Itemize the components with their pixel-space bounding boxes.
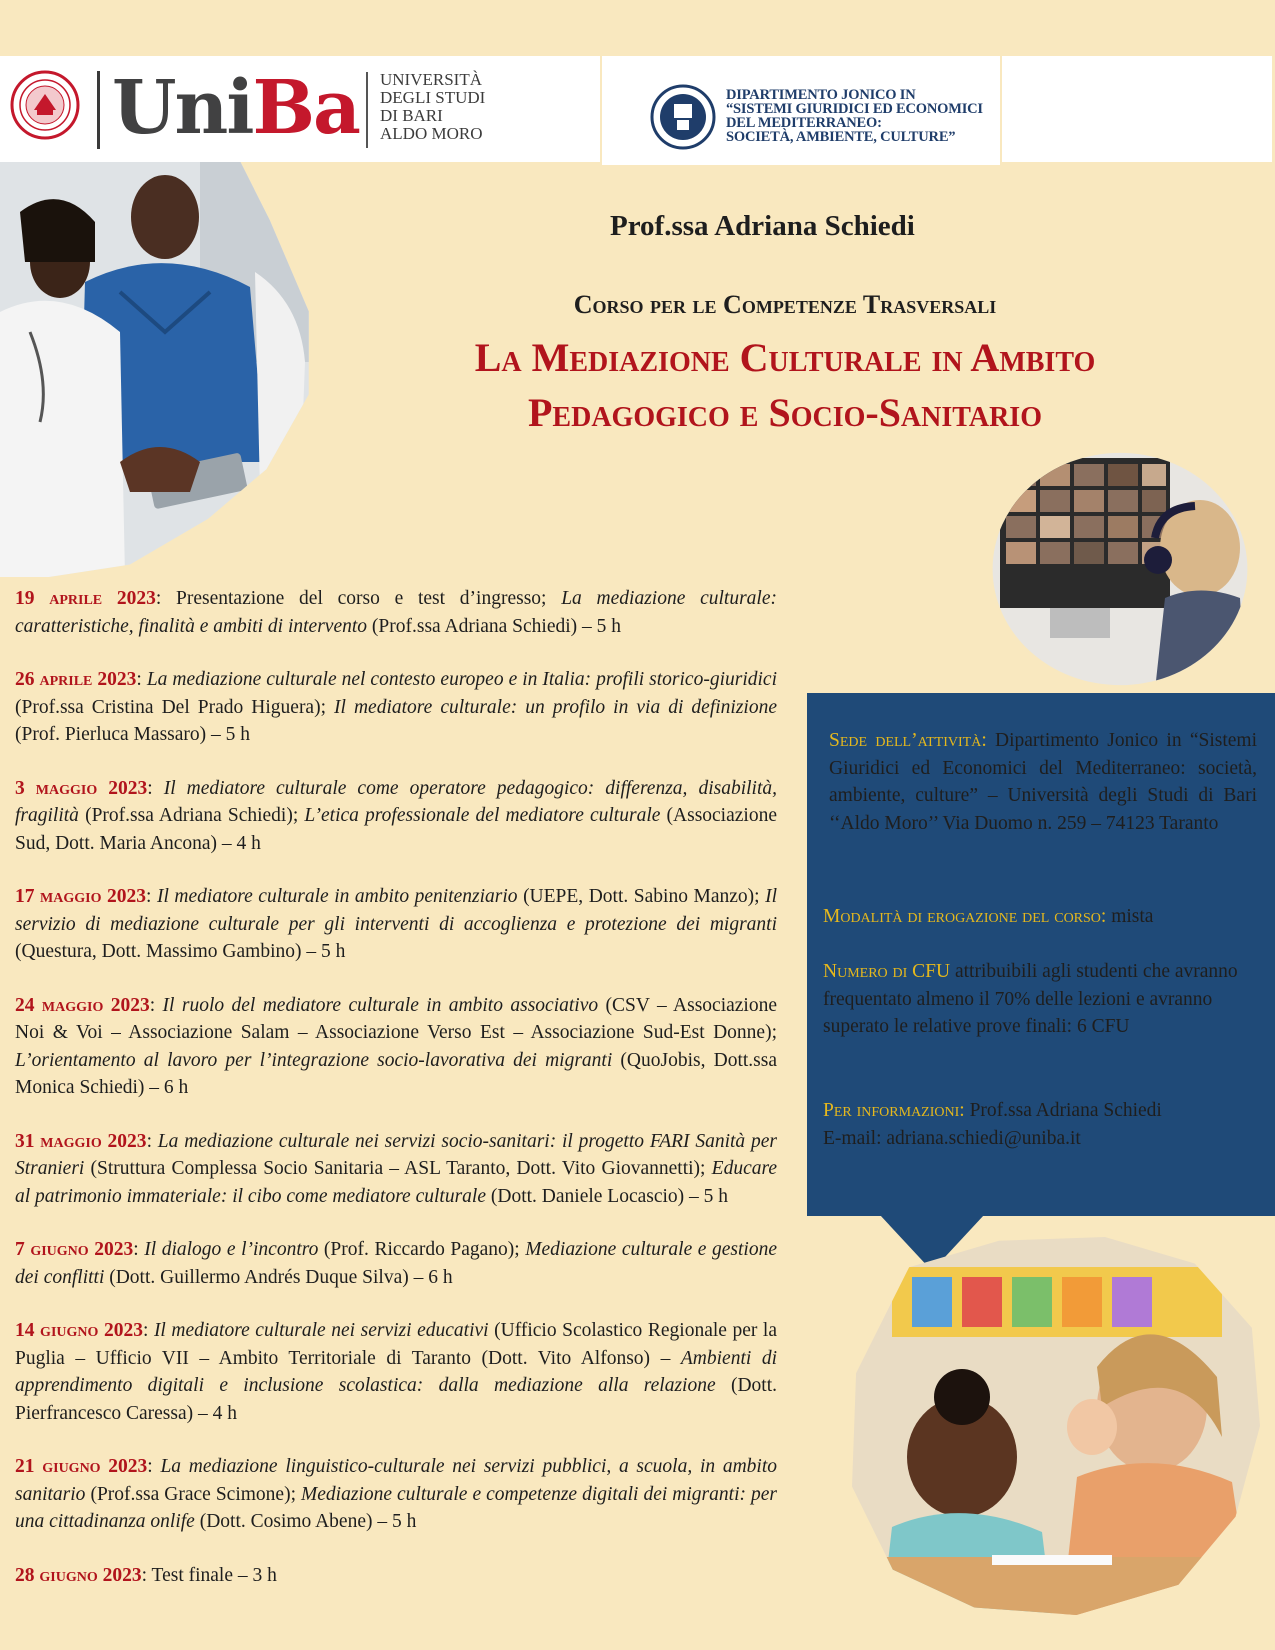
schedule-entry — [15, 1236, 777, 1291]
contact-name: Prof.ssa Adriana Schiedi — [964, 1100, 1162, 1121]
lesson-topic: Mediazione culturale e competenze digitali dei migranti: per una cittadinanza onlife — [15, 1483, 777, 1532]
lesson-topic: L’etica professionale del mediatore culturale — [304, 805, 661, 826]
lesson-details: : — [147, 777, 164, 799]
uniba-logo-panel — [0, 56, 600, 162]
medical-staff-photo — [0, 162, 325, 577]
lesson-topic: La mediazione culturale nei servizi socio-sanitari: il progetto FARI Sanità per Stranieri — [15, 1130, 777, 1179]
header-bar — [0, 56, 1275, 162]
department-name-line: “SISTEMI GIURIDICI ED ECONOMICI — [726, 101, 983, 117]
lesson-topic: L’orientamento al lavoro per l’integrazione socio-lavorativa dei migranti — [15, 1049, 613, 1071]
lesson-topic: La mediazione linguistico-culturale nei servizi pubblici, a scuola, in ambito sanitario — [15, 1456, 778, 1505]
cfu-label: Numero di CFU — [823, 961, 951, 982]
lesson-details: (Dott. Cosimo Abene) – 5 h — [194, 1511, 417, 1532]
schedule-date: 28 giugno 2023 — [15, 1564, 142, 1586]
lesson-details: (Prof.ssa Adriana Schiedi) – 5 h — [367, 615, 622, 637]
online-meeting-photo — [990, 448, 1250, 690]
professor-name: Prof.ssa Adriana Schiedi — [610, 210, 915, 242]
schedule-entry — [15, 585, 777, 640]
course-title-line: La Mediazione Culturale in Ambito — [474, 335, 1096, 380]
university-name-line: UNIVERSITÀ — [380, 70, 482, 89]
contact-label: Per informazioni: — [823, 1100, 965, 1121]
lesson-topic: Educare al patrimonio immateriale: il cibo come mediatore culturale — [15, 1158, 777, 1207]
schedule-entry — [15, 1317, 777, 1427]
uniba-wordmark-ba: Ba — [252, 65, 359, 151]
lesson-details: : — [147, 1456, 161, 1477]
lesson-details: : — [133, 1239, 145, 1260]
department-name-line: SOCIETÀ, AMBIENTE, CULTURE” — [726, 129, 956, 145]
course-title-line: Pedagogico e Socio-Sanitario — [527, 390, 1042, 435]
lesson-topic: La mediazione culturale nel contesto europeo e in Italia: profili storico-giuridici — [146, 669, 777, 690]
university-seal-icon — [10, 70, 80, 140]
department-name-line: DIPARTIMENTO JONICO IN — [726, 87, 916, 103]
schedule-date: 19 aprile 2023 — [15, 588, 156, 609]
uniba-wordmark — [112, 58, 359, 158]
schedule-entry — [15, 883, 777, 966]
cfu-info — [823, 958, 1263, 1041]
department-logo-panel — [602, 56, 1000, 165]
lesson-topic: Il mediatore culturale nei servizi educativi — [153, 1320, 489, 1341]
university-name-line: DI BARI — [380, 106, 443, 125]
lesson-topic: Il dialogo e l’incontro — [144, 1239, 319, 1260]
venue-text: Dipartimento Jonico in “Sistemi Giuridici ed Economici del Mediterraneo: società, ambiente, culture” – Università degli Studi di Bari ‘‘Aldo Moro’’ Via Duomo n. 259 – 74123 Taranto — [829, 730, 1258, 834]
lesson-topic: La mediazione culturale: caratteristiche, finalità e ambiti di intervento — [15, 588, 777, 637]
lesson-details: (Questura, Dott. Massimo Gambino) – 5 h — [15, 941, 346, 962]
department-name-line: DEL MEDITERRANEO: — [726, 115, 882, 131]
contact-info — [823, 1097, 1263, 1152]
lesson-details: (Prof.ssa Cristina Del Prado Higuera); — [15, 696, 335, 718]
schedule-date: 31 maggio 2023 — [15, 1130, 147, 1152]
schedule-date: 7 giugno 2023 — [15, 1239, 134, 1260]
university-name-line: ALDO MORO — [380, 124, 483, 143]
lesson-details: (Ufficio Scolastico Regionale per la Puglia – Ufficio VII – Ambito Territoriale di Taranto (Dott. Vito Alfonso) – — [15, 1320, 778, 1369]
department-seal-icon — [650, 84, 716, 150]
lesson-details: (CSV – Associazione Noi & Voi – Associazione Salam – Associazione Verso Est – Associazione Sud-Est Donne); — [15, 994, 777, 1043]
schedule-date: 3 maggio 2023 — [15, 777, 148, 799]
university-name-line: DEGLI STUDI — [380, 88, 486, 107]
lesson-details: (Associazione Sud, Dott. Maria Ancona) – 4 h — [15, 805, 777, 854]
lesson-details: (Prof. Riccardo Pagano); — [318, 1239, 526, 1260]
lesson-details: (UEPE, Dott. Sabino Manzo); — [517, 886, 766, 907]
lesson-details: (Struttura Complessa Socio Sanitaria – ASL Taranto, Dott. Vito Giovannetti); — [84, 1158, 712, 1179]
cfu-text: attribuibili agli studenti che avranno frequentato almeno il 70% delle lezioni e avranno superato le relative prove finali: 6 CFU — [823, 961, 1238, 1037]
venue-label: Sede dell’attività: — [829, 730, 987, 751]
schedule-list — [15, 585, 777, 1615]
lesson-details: (Prof.ssa Grace Scimone); — [85, 1483, 302, 1505]
lesson-topic: Il servizio di mediazione culturale per gli interventi di accoglienza e protezione dei migranti — [15, 886, 777, 935]
lesson-details: : — [149, 994, 163, 1016]
lesson-details: : Test finale – 3 h — [141, 1564, 277, 1586]
schedule-date: 21 giugno 2023 — [15, 1456, 148, 1477]
lesson-topic: Il mediatore culturale in ambito penitenziario — [156, 886, 518, 907]
lesson-topic: Il mediatore culturale come operatore pedagogico: differenza, disabilità, fragilità — [15, 777, 778, 826]
delivery-mode-label: Modalità di erogazione del corso: — [823, 906, 1107, 927]
lesson-topic: Il ruolo del mediatore culturale in ambito associativo — [162, 994, 599, 1016]
logo-divider — [97, 71, 100, 149]
lesson-topic: Mediazione culturale e gestione dei conflitti — [15, 1239, 778, 1288]
university-name — [380, 71, 485, 143]
logo-divider-2 — [366, 72, 368, 148]
schedule-entry — [15, 992, 777, 1102]
lesson-details: : — [146, 886, 157, 907]
lesson-details: (Dott. Daniele Locascio) – 5 h — [486, 1185, 729, 1207]
lesson-details: (Prof.ssa Adriana Schiedi); — [78, 805, 305, 826]
lesson-details: (Dott. Pierfrancesco Caressa) – 4 h — [15, 1375, 777, 1424]
delivery-mode-text: mista — [1106, 906, 1154, 927]
lesson-details: : — [136, 669, 147, 690]
lesson-details: : — [146, 1130, 158, 1152]
schedule-date: 26 aprile 2023 — [15, 669, 137, 690]
schedule-date: 14 giugno 2023 — [15, 1320, 143, 1341]
header-blank-panel — [1002, 56, 1272, 162]
venue-info — [829, 727, 1257, 837]
schedule-entry — [15, 775, 777, 858]
lesson-details: : — [142, 1320, 154, 1341]
schedule-entry — [15, 1562, 777, 1590]
schedule-entry — [15, 1128, 777, 1211]
schedule-date: 24 maggio 2023 — [15, 994, 150, 1016]
lesson-details: (QuoJobis, Dott.ssa Monica Schiedi) – 6 h — [15, 1049, 778, 1098]
contact-email[interactable]: E-mail: adriana.schiedi@uniba.it — [823, 1127, 1081, 1149]
schedule-entry — [15, 1453, 777, 1536]
lesson-topic: Ambienti di apprendimento digitali e inclusione scolastica: dalla mediazione alla relazione — [15, 1347, 777, 1396]
course-title — [385, 330, 1185, 440]
lesson-topic: Il mediatore culturale: un profilo in via di definizione — [334, 696, 777, 718]
schedule-entry — [15, 666, 777, 749]
delivery-mode-info — [823, 903, 1263, 931]
lesson-details: : Presentazione del corso e test d’ingresso; — [155, 588, 562, 609]
lesson-details: (Prof. Pierluca Massaro) – 5 h — [15, 724, 251, 745]
uniba-wordmark-uni: Uni — [112, 65, 253, 151]
classroom-photo — [852, 1237, 1260, 1615]
course-type: Corso per le Competenze Trasversali — [573, 290, 997, 319]
schedule-date: 17 maggio 2023 — [15, 886, 147, 907]
department-name — [726, 88, 983, 144]
lesson-details: (Dott. Guillermo Andrés Duque Silva) – 6 h — [104, 1266, 453, 1288]
